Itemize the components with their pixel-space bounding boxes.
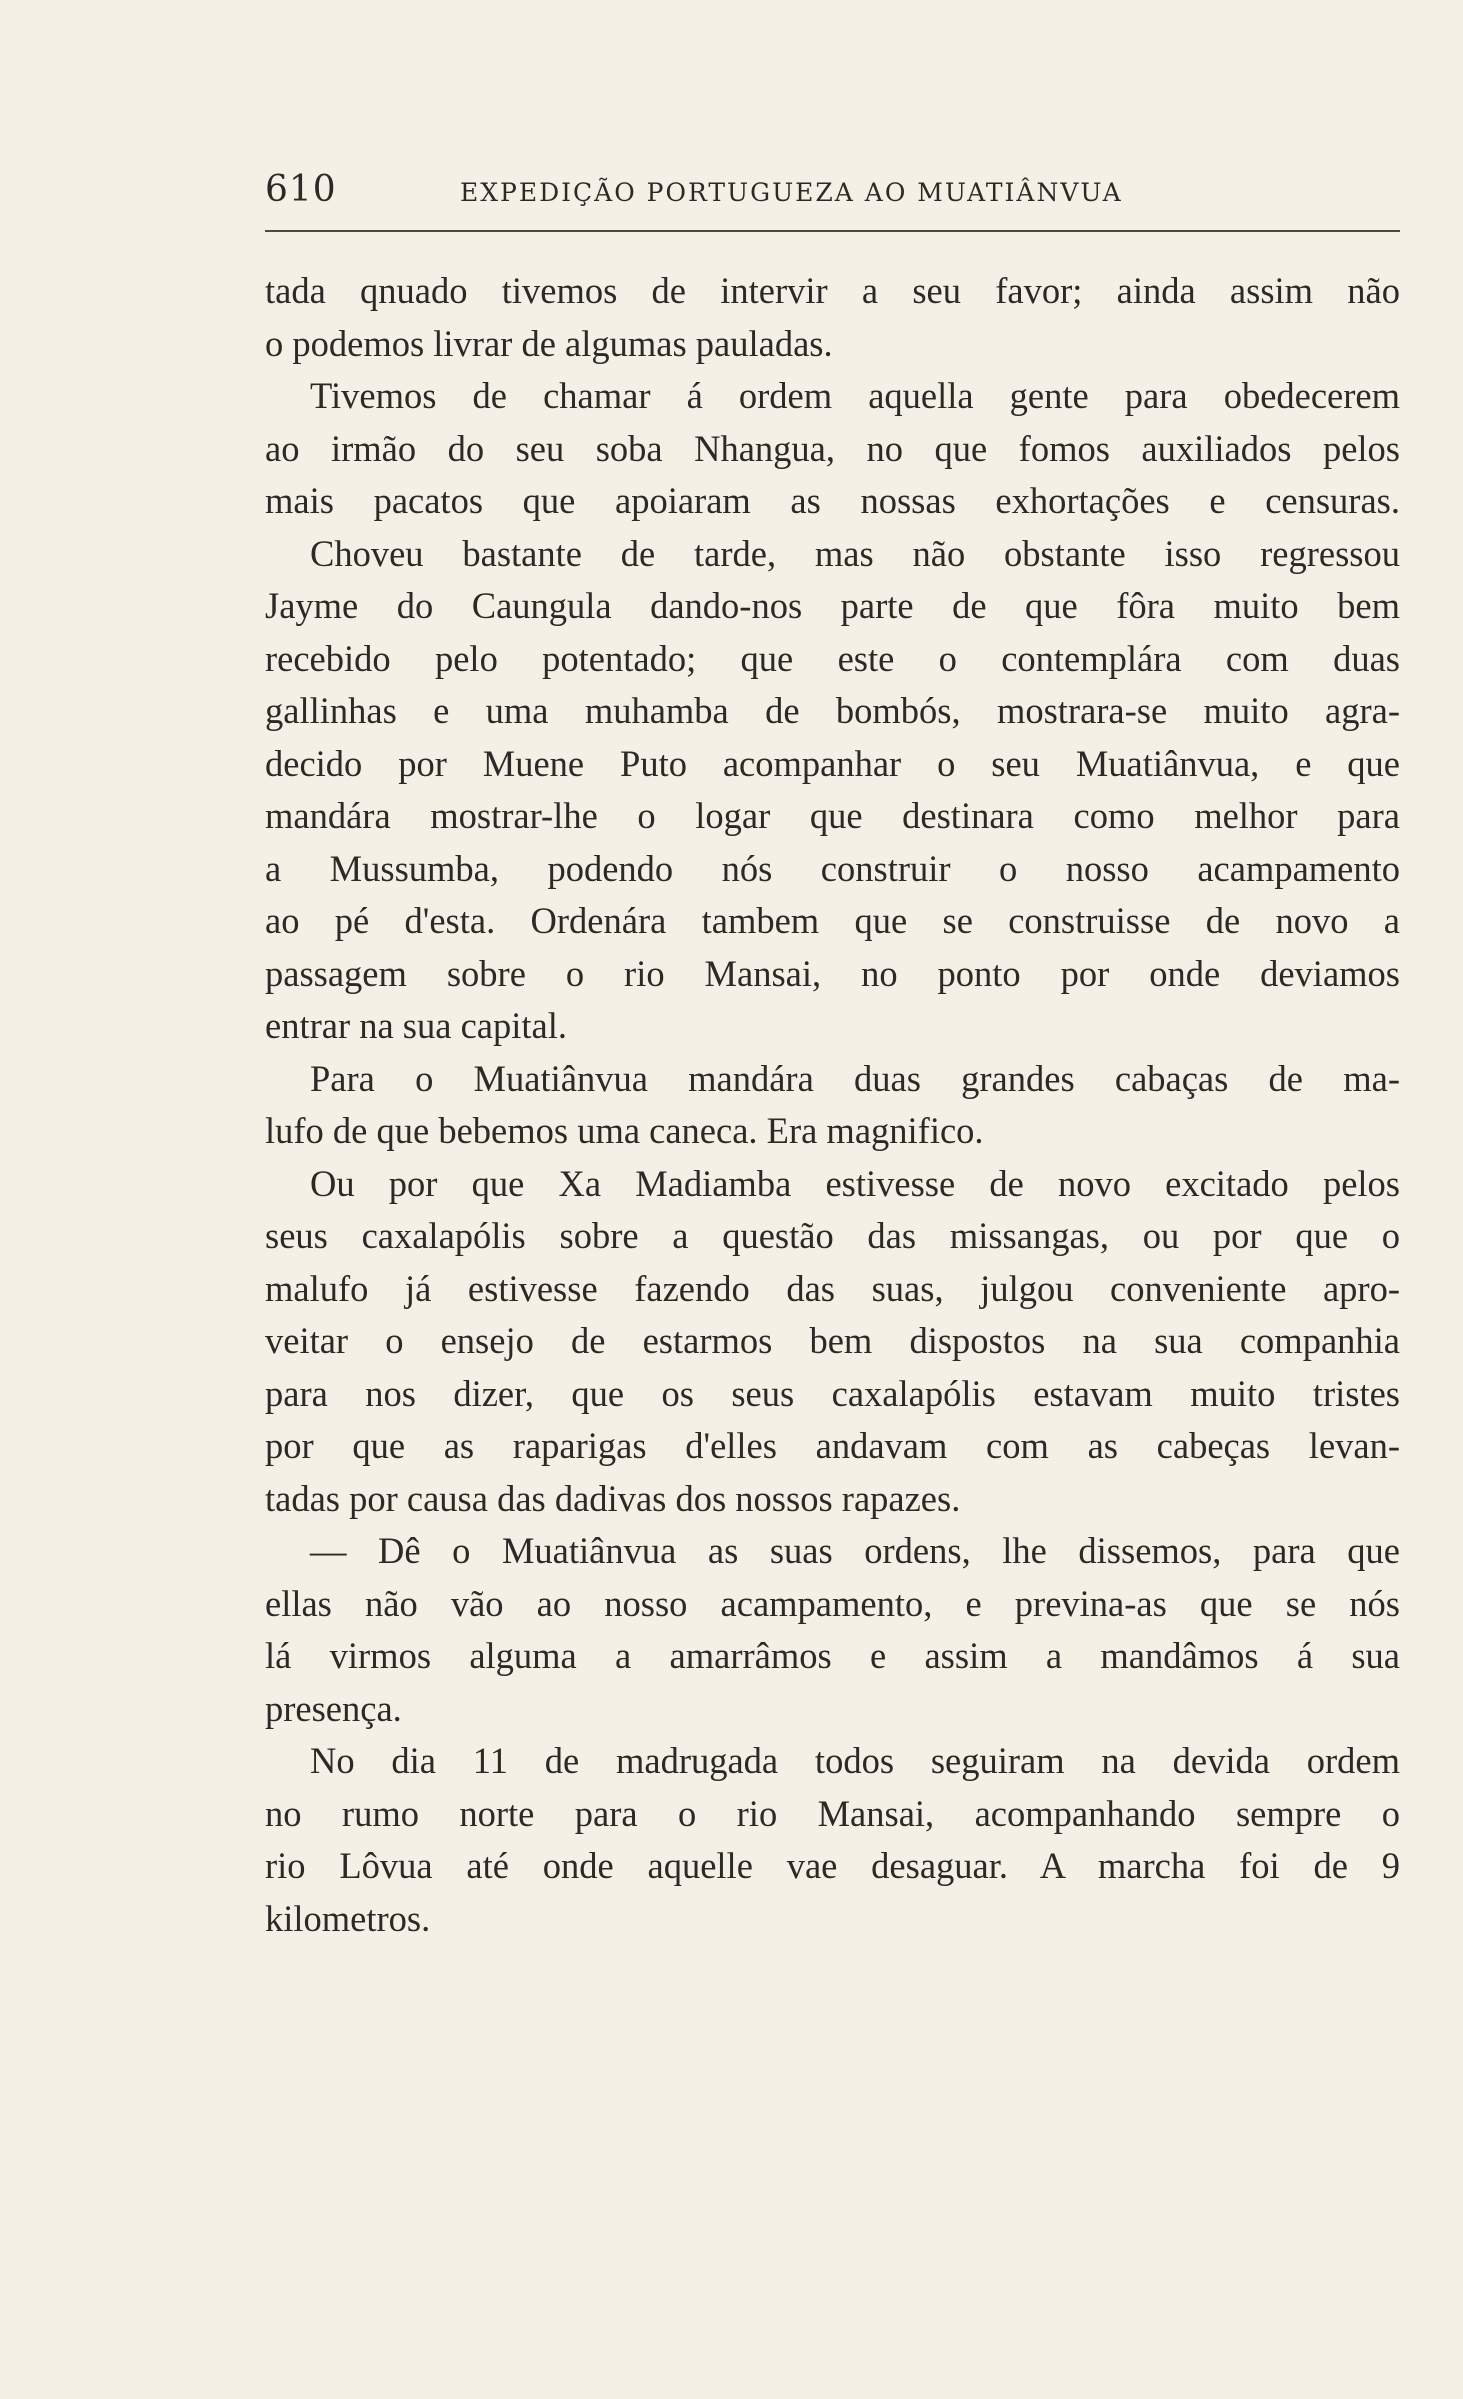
text-line: tadas por causa das dadivas dos nossos rapazes.: [265, 1477, 961, 1519]
text-line: Choveu bastante de tarde, mas não obstante isso regressou: [310, 532, 1400, 574]
text-line: tada qnuado tivemos de intervir a seu favor; ainda assim não: [265, 270, 1400, 311]
header-rule: [265, 230, 1400, 232]
text-line: ao irmão do seu soba Nhangua, no que fomos auxiliados pelos: [265, 427, 1400, 469]
text-line: recebido pelo potentado; que este o contemplára com duas: [265, 637, 1400, 679]
text-line: ellas não vão ao nosso acampamento, e previna-as que se nós: [265, 1582, 1400, 1624]
text-line: veitar o ensejo de estarmos bem dispostos na sua companhia: [265, 1320, 1400, 1361]
text-line: gallinhas e uma muhamba de bombós, mostrara-se muito agra-: [265, 690, 1400, 731]
text-line: passagem sobre o rio Mansai, no ponto por onde deviamos: [265, 952, 1400, 994]
paragraph: [265, 1158, 1400, 1526]
text-line: rio Lôvua até onde aquelle vae desaguar. A marcha foi de 9: [265, 1845, 1400, 1886]
text-line: no rumo norte para o rio Mansai, acompanhando sempre o: [265, 1792, 1400, 1834]
body-text: [265, 265, 1400, 1945]
text-line: Jayme do Caungula dando-nos parte de que fôra muito bem: [265, 585, 1400, 626]
paragraph: [265, 1525, 1400, 1735]
text-line: mandára mostrar-lhe o logar que destinara como melhor para: [265, 795, 1400, 836]
text-line: por que as raparigas d'elles andavam com as cabeças levan-: [265, 1425, 1400, 1466]
text-line: kilometros.: [265, 1897, 431, 1939]
text-line: Ou por que Xa Madiamba estivesse de novo excitado pelos: [310, 1162, 1400, 1204]
text-line: mais pacatos que apoiaram as nossas exhortações e censuras.: [265, 480, 1400, 521]
text-line: No dia 11 de madrugada todos seguiram na devida ordem: [310, 1740, 1400, 1781]
paragraph: [265, 265, 1400, 370]
page-number: 610: [265, 169, 337, 210]
text-line: lufo de que bebemos uma caneca. Era magnifico.: [265, 1110, 984, 1151]
paragraph: [265, 370, 1400, 528]
paragraph: [265, 528, 1400, 1053]
text-line: Tivemos de chamar á ordem aquella gente para obedecerem: [310, 375, 1400, 416]
text-line: a Mussumba, podendo nós construir o nosso acampamento: [265, 847, 1400, 889]
paragraph: [265, 1053, 1400, 1158]
text-line: — Dê o Muatiânvua as suas ordens, lhe dissemos, para que: [310, 1530, 1400, 1571]
page-header: [265, 165, 1400, 215]
text-line: decido por Muene Puto acompanhar o seu Muatiânvua, e que: [265, 742, 1400, 784]
text-line: ao pé d'esta. Ordenára tambem que se construisse de novo a: [265, 900, 1400, 941]
text-line: lá virmos alguma a amarrâmos e assim a mandâmos á sua: [265, 1635, 1400, 1676]
text-line: presença.: [265, 1687, 402, 1729]
text-line: seus caxalapólis sobre a questão das missangas, ou por que o: [265, 1215, 1400, 1256]
paragraph: [265, 1735, 1400, 1945]
text-line: Para o Muatiânvua mandára duas grandes cabaças de ma-: [310, 1057, 1400, 1099]
text-line: o podemos livrar de algumas pauladas.: [265, 322, 833, 364]
text-line: malufo já estivesse fazendo das suas, julgou conveniente apro-: [265, 1267, 1400, 1309]
running-title: EXPEDIÇÃO PORTUGUEZA AO MUATIÂNVUA: [460, 178, 1123, 207]
text-line: entrar na sua capital.: [265, 1005, 567, 1046]
text-line: para nos dizer, que os seus caxalapólis estavam muito tristes: [265, 1372, 1400, 1414]
